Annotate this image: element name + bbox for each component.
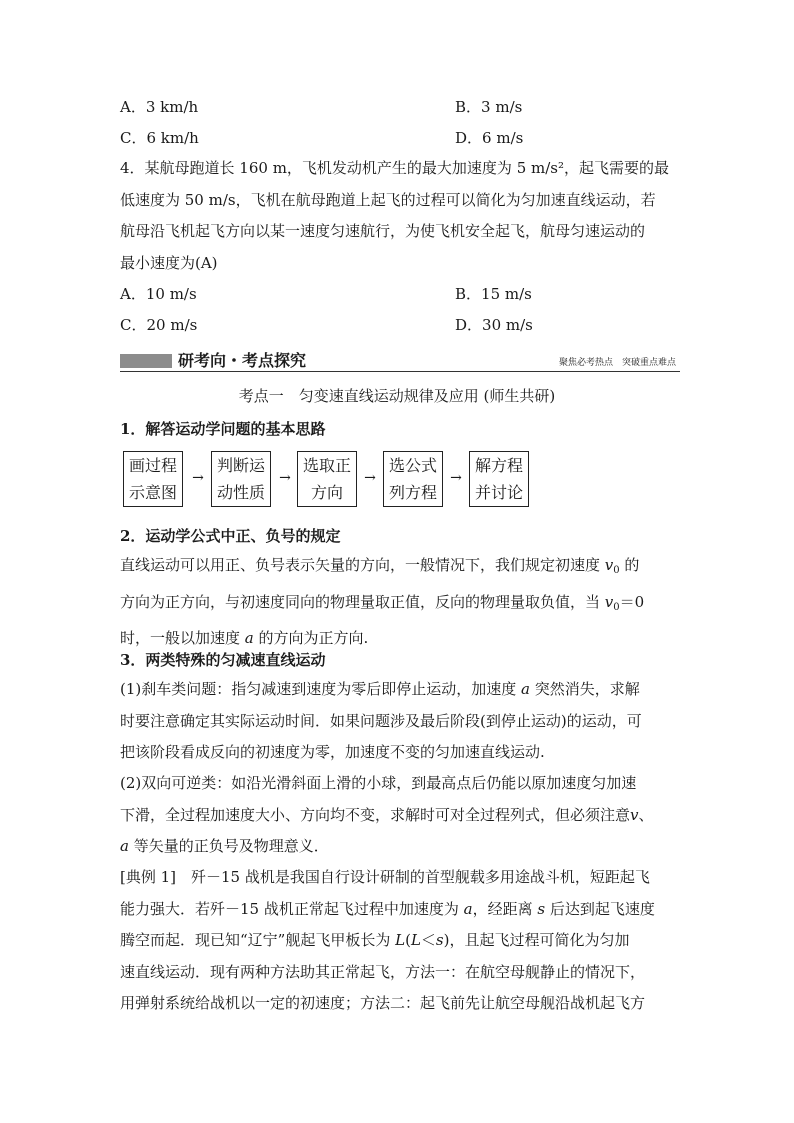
section-title: 研考向・考点探究 bbox=[178, 351, 307, 370]
example-1 bbox=[120, 862, 680, 1020]
example-1-line-4: 速直线运动．现有两种方法助其正常起飞，方法一：在航空母舰静止的情况下， bbox=[120, 962, 646, 981]
flow-step-1: 画过程 示意图 bbox=[123, 451, 183, 507]
option-c-q4: C．20 m/s bbox=[120, 316, 198, 334]
paragraph-reversible bbox=[120, 768, 680, 863]
option-a-q4: A．10 m/s bbox=[120, 285, 197, 303]
section-rule bbox=[120, 371, 680, 372]
section-header bbox=[120, 350, 680, 372]
example-1-line-2: 能力强大．若歼－15 战机正常起飞过程中加速度为 a，经距离 s 后达到起飞速度 bbox=[120, 899, 655, 918]
flow-step-3: 选取正 方向 bbox=[297, 451, 357, 507]
question-4-line-3: 航母沿飞机起飞方向以某一速度匀速航行，为使飞机安全起飞，航母匀速运动的 bbox=[120, 222, 646, 240]
paragraph-3-2-line-1: (2)双向可逆类：如沿光滑斜面上滑的小球，到最高点后仍能以原加速度匀加速 bbox=[120, 774, 637, 792]
paragraph-3-1-line-1: (1)刹车类问题：指匀减速到速度为零后即停止运动，加速度 a 突然消失，求解 bbox=[120, 680, 640, 698]
flow-step-2: 判断运 动性质 bbox=[211, 451, 271, 507]
paragraph-3-2-line-2: 下滑，全过程加速度大小、方向均不变，求解时可对全过程列式，但必须注意v、 bbox=[120, 805, 654, 824]
paragraph-3-1-line-2: 时要注意确定其实际运动时间．如果问题涉及最后阶段(到停止运动)的运动，可 bbox=[120, 711, 642, 730]
question-4-line-2: 低速度为 50 m/s，飞机在航母跑道上起飞的过程可以简化为匀加速直线运动，若 bbox=[120, 190, 656, 209]
flow-arrow-2: → bbox=[279, 470, 291, 486]
example-1-line-5: 用弹射系统给战机以一定的初速度；方法二：起飞前先让航空母舰沿战机起飞方 bbox=[120, 994, 646, 1012]
paragraph-2-line-1: 直线运动可以用正、负号表示矢量的方向，一般情况下，我们规定初速度 $v_0$ 的 bbox=[120, 556, 640, 576]
paragraph-braking bbox=[120, 674, 680, 769]
question-4-line-4: 最小速度为(A) bbox=[120, 253, 218, 272]
question-4 bbox=[120, 153, 680, 279]
question-4-line-1: 4．某航母跑道长 160 m，飞机发动机产生的最大加速度为 5 m/s²，起飞需要的最 bbox=[120, 159, 670, 177]
flow-step-4: 选公式 列方程 bbox=[383, 451, 443, 507]
section-header-block bbox=[120, 354, 172, 368]
paragraph-3-1-line-3: 把该阶段看成反向的初速度为零，加速度不变的匀加速直线运动. bbox=[120, 743, 545, 761]
flow-arrow-1: → bbox=[192, 470, 204, 486]
flow-step-5: 解方程 并讨论 bbox=[469, 451, 529, 507]
paragraph-2-line-3: 时，一般以加速度 a 的方向为正方向. bbox=[120, 629, 369, 647]
paragraph-sign-convention bbox=[120, 550, 680, 655]
flow-arrow-3: → bbox=[364, 470, 376, 486]
flow-arrow-4: → bbox=[450, 470, 462, 486]
option-d-q4: D．30 m/s bbox=[455, 316, 533, 334]
option-a-q3: A．3 km/h bbox=[120, 98, 199, 116]
example-1-line-3: 腾空而起．现已知“辽宁”舰起飞甲板长为 L(L＜s)，且起飞过程可简化为匀加 bbox=[120, 931, 630, 949]
section-tags: 聚焦必考热点 突破重点难点 bbox=[558, 358, 676, 368]
option-d-q3: D．6 m/s bbox=[455, 129, 524, 147]
example-1-line-1: [典例 1] 歼－15 战机是我国自行设计研制的首型舰载多用途战斗机，短距起飞 bbox=[120, 868, 650, 886]
paragraph-2-line-2: 方向为正方向，与初速度同向的物理量取正值，反向的物理量取负值，当 $v_0=0$ bbox=[120, 592, 645, 613]
topic-title: 考点一 匀变速直线运动规律及应用 (师生共研) bbox=[238, 387, 556, 405]
option-c-q3: C．6 km/h bbox=[120, 129, 199, 147]
heading-special-deceleration: 3．两类特殊的匀减速直线运动 bbox=[120, 651, 326, 669]
paragraph-3-2-line-3: a 等矢量的正负号及物理意义． bbox=[120, 837, 329, 855]
heading-basic-approach: 1．解答运动学问题的基本思路 bbox=[120, 420, 326, 438]
option-b-q4: B．15 m/s bbox=[455, 285, 532, 303]
option-b-q3: B．3 m/s bbox=[455, 98, 523, 116]
heading-sign-convention: 2．运动学公式中正、负号的规定 bbox=[120, 527, 341, 545]
